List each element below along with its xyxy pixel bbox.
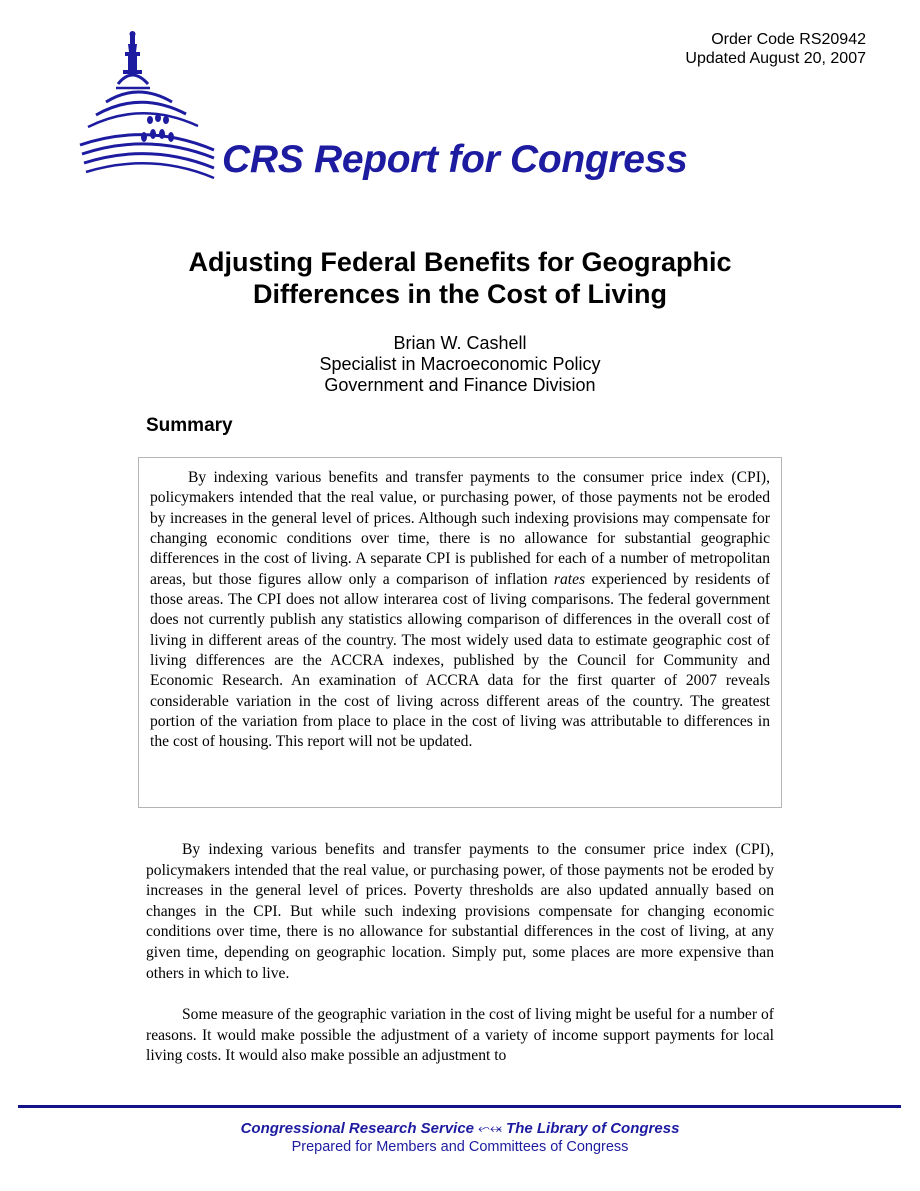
title-line-1: Adjusting Federal Benefits for Geographic [188, 247, 732, 277]
page-title [0, 246, 920, 310]
author-division: Government and Finance Division [324, 375, 596, 395]
footer-rule [18, 1105, 901, 1108]
report-logo-text: CRS Report for Congress [222, 138, 688, 181]
author-name: Brian W. Cashell [393, 333, 527, 353]
footer-publisher [0, 1120, 920, 1137]
footer-crs-name: Congressional Research Service [240, 1120, 475, 1137]
footer-loc-name: The Library of Congress [506, 1120, 680, 1137]
capitol-dome-icon [78, 30, 218, 185]
title-line-2: Differences in the Cost of Living [252, 279, 668, 309]
body-paragraph-1: By indexing various benefits and transfer payments to the consumer price index (CPI), policymakers intended that the real value, or purchasing power, of those payments not be eroded by increases in the general level of prices. Poverty thresholds are also updated annually based on changes in the CPI. But while such indexing provisions compensate for changing economic conditions over time, there is no allowance for substantial differences in the cost of living, at any given time, depending on geographic location. Simply put, some places are more expensive than others in which to live. [146, 841, 774, 982]
updated-date: Updated August 20, 2007 [685, 50, 866, 67]
summary-heading: Summary [146, 415, 233, 436]
footer-tagline: Prepared for Members and Committees of Congress [291, 1139, 629, 1155]
author-position: Specialist in Macroeconomic Policy [319, 354, 601, 374]
footer-separator-icon: ⬿⬾ [478, 1120, 503, 1137]
author-block [0, 333, 920, 396]
summary-box [138, 457, 782, 808]
summary-text-part-2: experienced by residents of those areas. The CPI does not allow interarea cost of living comparisons. The federal government does not currently publish any statistics allowing comparison of differences in the overall cost of living in different areas of the country. The most widely used data to estimate geographic cost of living differences are the ACCRA indexes, published by the Council for Community and Economic Research. An examination of ACCRA data for the first quarter of 2007 reveals considerable variation in the cost of living across different areas of the country. The greatest portion of the variation from place to place in the cost of living was attributable to differences in the cost of housing. This report will not be updated. [150, 570, 770, 751]
body-text [146, 840, 774, 1088]
summary-rates-emphasis: rates [553, 570, 586, 588]
order-code-block [685, 30, 866, 68]
summary-paragraph [150, 468, 770, 753]
summary-text-part-1: By indexing various benefits and transfer payments to the consumer price index (CPI), policymakers intended that the real value, or purchasing power, of those payments not be eroded by increases in the general level of prices. Although such indexing provisions may compensate for changing economic conditions over time, there is no allowance for substantial geographic differences in the cost of living. A separate CPI is published for each of a number of metropolitan areas, but those figures allow only a comparison of inflation [150, 469, 770, 588]
body-paragraph-2: Some measure of the geographic variation in the cost of living might be useful for a number of reasons. It would make possible the adjustment of a variety of income support payments for local living costs. It would also make possible an adjustment to [146, 1006, 774, 1065]
order-code: Order Code RS20942 [711, 31, 866, 48]
